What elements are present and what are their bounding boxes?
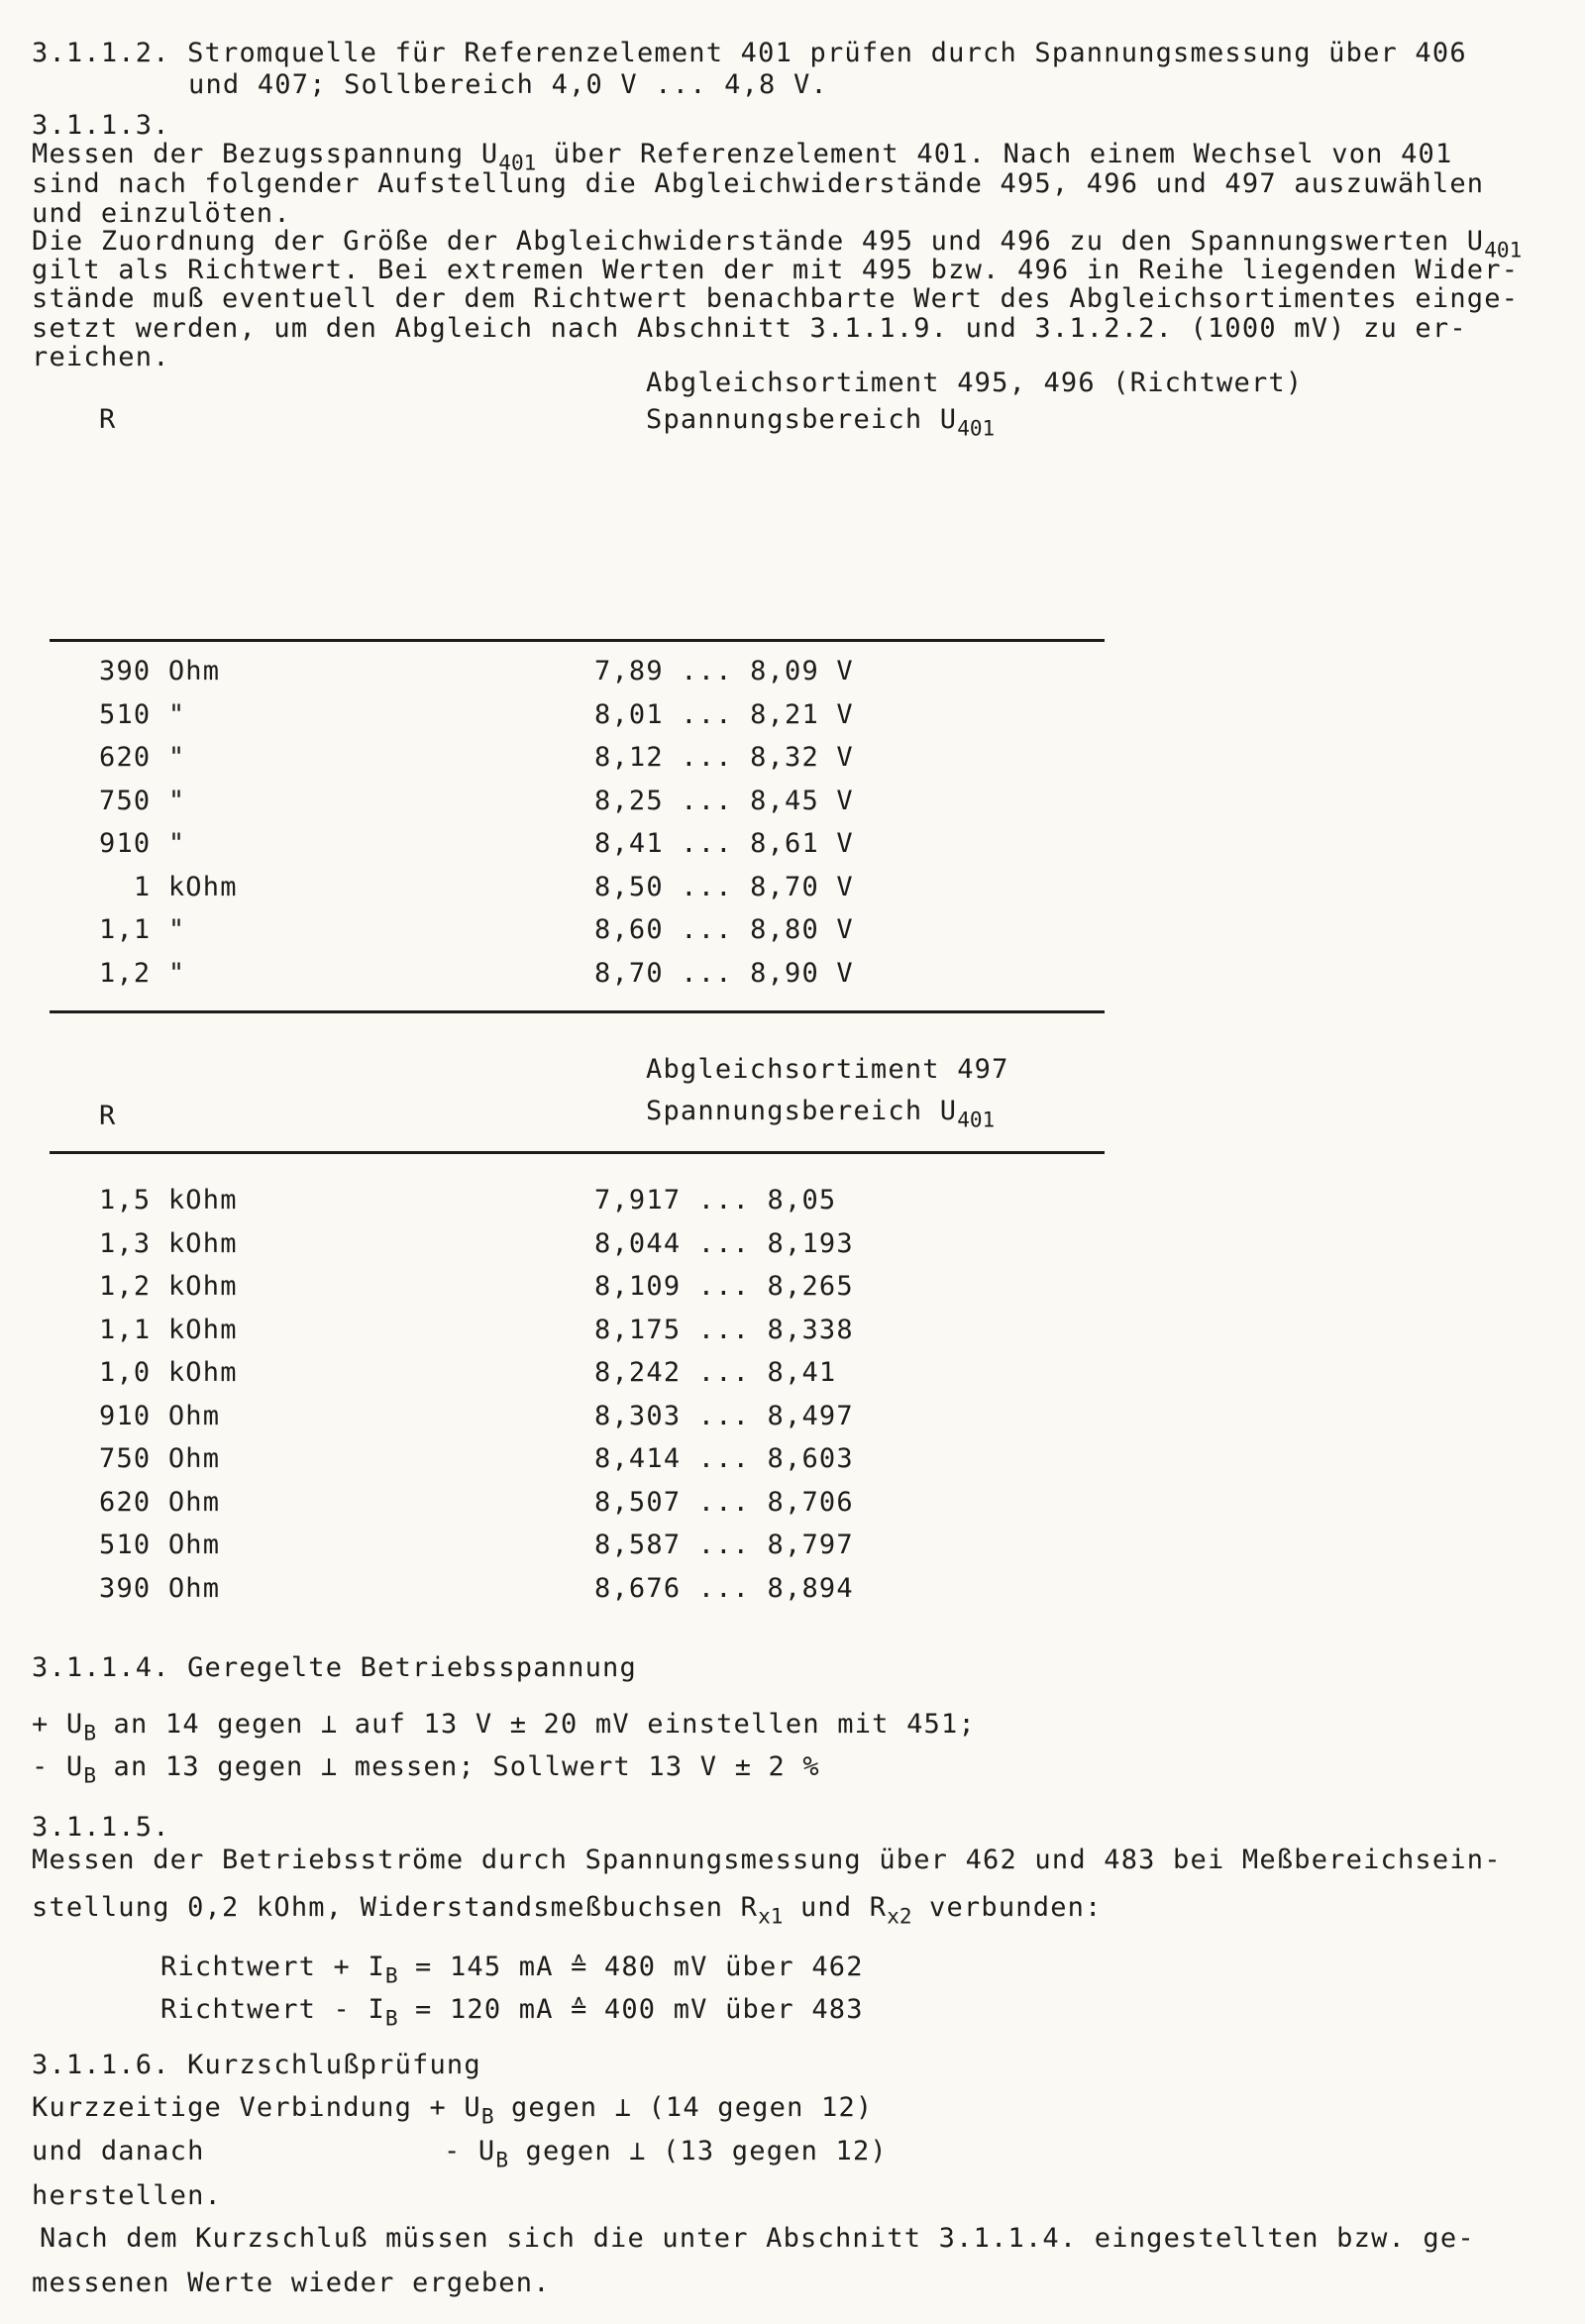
subscript: 401 [498, 150, 537, 175]
corresponds-icon: ≙ [571, 1994, 587, 2025]
resistance-value: 750 Ohm [99, 1443, 221, 1474]
section-3113-p1-line3: und einzulöten. [32, 198, 291, 229]
table2-col-u [646, 1096, 996, 1132]
text: Messen der Bezugsspannung U [32, 139, 499, 169]
subscript: B [83, 1762, 97, 1788]
voltage-range: 8,175 ... 8,338 [594, 1314, 854, 1345]
ground-icon: ⊥ [320, 1709, 338, 1740]
text: über Referenzelement 401. Nach einem Wechsel von 401 [536, 139, 1453, 169]
resistance-value: 1 kOhm [99, 871, 238, 902]
section-3113-heading: 3.1.1.3. [32, 110, 170, 141]
section-3113-p2-line4: setzt werden, um den Abgleich nach Abschnitt 3.1.1.9. und 3.1.2.2. (1000 mV) zu er- [32, 313, 1467, 344]
subscript: 401 [957, 415, 996, 441]
text: und R [783, 1892, 888, 1923]
voltage-range: 8,507 ... 8,706 [594, 1486, 854, 1518]
resistance-value: 910 " [99, 828, 186, 859]
table1-top-rule [50, 639, 1105, 642]
resistance-value: 390 Ohm [99, 1572, 221, 1604]
table2-top-rule [50, 1151, 1105, 1154]
section-3113-p2-line2: gilt als Richtwert. Bei extremen Werten der mit 495 bzw. 496 in Reihe liegenden Wider- [32, 255, 1520, 285]
section-3113-p2-line3: stände muß eventuell der dem Richtwert benachbarte Wert des Abgleichsortimentes einge- [32, 283, 1520, 314]
voltage-range: 8,25 ... 8,45 V [594, 785, 854, 816]
resistance-value: 510 Ohm [99, 1530, 221, 1560]
plusminus-icon: ± [509, 1709, 527, 1740]
ground-icon: ⊥ [614, 2092, 631, 2123]
table1-col-r: R [99, 404, 117, 435]
subscript: x1 [758, 1903, 784, 1929]
text: Spannungsbereich U [646, 1096, 958, 1126]
resistance-value: 620 " [99, 742, 186, 773]
resistance-value: 1,5 kOhm [99, 1185, 238, 1215]
text: Richtwert + I [160, 1952, 385, 1982]
voltage-range: 8,242 ... 8,41 [594, 1357, 837, 1388]
text: an 13 gegen [96, 1751, 321, 1782]
subscript: B [83, 1720, 97, 1745]
voltage-range: 8,41 ... 8,61 V [594, 828, 854, 859]
resistance-value: 1,1 " [99, 914, 186, 945]
subscript: 401 [1484, 237, 1523, 263]
voltage-range: 7,917 ... 8,05 [594, 1185, 837, 1215]
text: stellung 0,2 kOhm, Widerstandsmeßbuchsen R [32, 1892, 759, 1923]
section-3114-heading: 3.1.1.4. Geregelte Betriebsspannung [32, 1652, 637, 1683]
subscript: x2 [887, 1903, 912, 1929]
resistance-value: 390 Ohm [99, 656, 221, 687]
voltage-range: 8,70 ... 8,90 V [594, 957, 854, 989]
subscript: B [495, 2147, 509, 2172]
table2-col-r: R [99, 1101, 117, 1131]
section-3112-line2: und 407; Sollbereich 4,0 V ... 4,8 V. [188, 69, 828, 100]
text: 480 mV über 462 [586, 1952, 864, 1982]
text: Die Zuordnung der Größe der Abgleichwiderstände 495 und 496 zu den Spannungswerten U [32, 226, 1485, 257]
voltage-range: 8,109 ... 8,265 [594, 1271, 854, 1302]
section-3116-line5: messenen Werte wieder ergeben. [32, 2268, 551, 2298]
text: = 145 mA [397, 1952, 572, 1982]
subscript: B [480, 2103, 494, 2129]
text: Kurzzeitige Verbindung + U [32, 2092, 481, 2123]
text: - U [32, 1751, 84, 1782]
section-3116-line2b [444, 2136, 888, 2172]
table1-title: Abgleichsortiment 495, 496 (Richtwert) [646, 368, 1304, 398]
table1-col-u [646, 404, 996, 441]
plusminus-icon: ± [734, 1751, 751, 1782]
table1-bottom-rule [50, 1010, 1105, 1013]
subscript: 401 [957, 1107, 996, 1132]
subscript: B [384, 2005, 398, 2031]
section-3116-heading: 3.1.1.6. Kurzschlußprüfung [32, 2050, 481, 2080]
voltage-range: 8,676 ... 8,894 [594, 1572, 854, 1604]
section-3112-line1: 3.1.1.2. Stromquelle für Referenzelement 401 prüfen durch Spannungsmessung über 406 [32, 38, 1467, 68]
text: (13 gegen 12) [645, 2136, 888, 2166]
ground-icon: ⊥ [320, 1751, 338, 1782]
text: an 14 gegen [96, 1709, 321, 1740]
resistance-value: 1,1 kOhm [99, 1314, 238, 1345]
table2-title: Abgleichsortiment 497 [646, 1054, 1009, 1085]
resistance-value: 510 " [99, 698, 186, 730]
voltage-range: 8,303 ... 8,497 [594, 1400, 854, 1431]
voltage-range: 8,12 ... 8,32 V [594, 742, 854, 773]
corresponds-icon: ≙ [571, 1952, 587, 1982]
resistance-value: 1,2 " [99, 957, 186, 989]
voltage-range: 8,414 ... 8,603 [594, 1443, 854, 1474]
text: gegen [508, 2136, 630, 2166]
section-3116-line4: Nach dem Kurzschluß müssen sich die unter Abschnitt 3.1.1.4. eingestellten bzw. ge- [40, 2223, 1475, 2254]
text: = 120 mA [397, 1994, 572, 2025]
subscript: B [384, 1962, 398, 1988]
resistance-value: 1,3 kOhm [99, 1227, 238, 1259]
section-3116-line1 [32, 2092, 874, 2129]
resistance-value: 1,0 kOhm [99, 1357, 238, 1388]
text: + U [32, 1709, 84, 1740]
section-3115-line2 [32, 1892, 1103, 1929]
text: Richtwert - I [160, 1994, 385, 2025]
resistance-value: 750 " [99, 785, 186, 816]
resistance-value: 1,2 kOhm [99, 1271, 238, 1302]
section-3115-richtwert1 [160, 1952, 864, 1988]
section-3113-p2-line5: reichen. [32, 342, 170, 372]
text: 400 mV über 483 [586, 1994, 864, 2025]
text: gegen [493, 2092, 615, 2123]
voltage-range: 7,89 ... 8,09 V [594, 656, 854, 687]
voltage-range: 8,587 ... 8,797 [594, 1530, 854, 1560]
section-3116-line3: herstellen. [32, 2180, 223, 2211]
ground-icon: ⊥ [629, 2136, 646, 2166]
text: messen; Sollwert 13 V [337, 1751, 735, 1782]
text: Spannungsbereich U [646, 404, 958, 435]
section-3116-line2a: und danach [32, 2136, 205, 2166]
text: - U [444, 2136, 496, 2166]
voltage-range: 8,50 ... 8,70 V [594, 871, 854, 902]
text: 20 mV einstellen mit 451; [526, 1709, 976, 1740]
text: verbunden: [911, 1892, 1103, 1923]
text: auf 13 V [337, 1709, 510, 1740]
voltage-range: 8,60 ... 8,80 V [594, 914, 854, 945]
voltage-range: 8,044 ... 8,193 [594, 1227, 854, 1259]
resistance-value: 620 Ohm [99, 1486, 221, 1518]
text: 2 % [750, 1751, 820, 1782]
text: (14 gegen 12) [630, 2092, 874, 2123]
resistance-value: 910 Ohm [99, 1400, 221, 1431]
section-3115-line1: Messen der Betriebsströme durch Spannungsmessung über 462 und 483 bei Meßbereichsein- [32, 1845, 1502, 1875]
section-3115-heading: 3.1.1.5. [32, 1812, 170, 1843]
section-3113-p1-line2: sind nach folgender Aufstellung die Abgleichwiderstände 495, 496 und 497 auszuwählen [32, 168, 1485, 199]
voltage-range: 8,01 ... 8,21 V [594, 698, 854, 730]
section-3115-richtwert2 [160, 1994, 864, 2031]
section-3114-line2 [32, 1751, 820, 1788]
section-3114-line1 [32, 1711, 976, 1743]
